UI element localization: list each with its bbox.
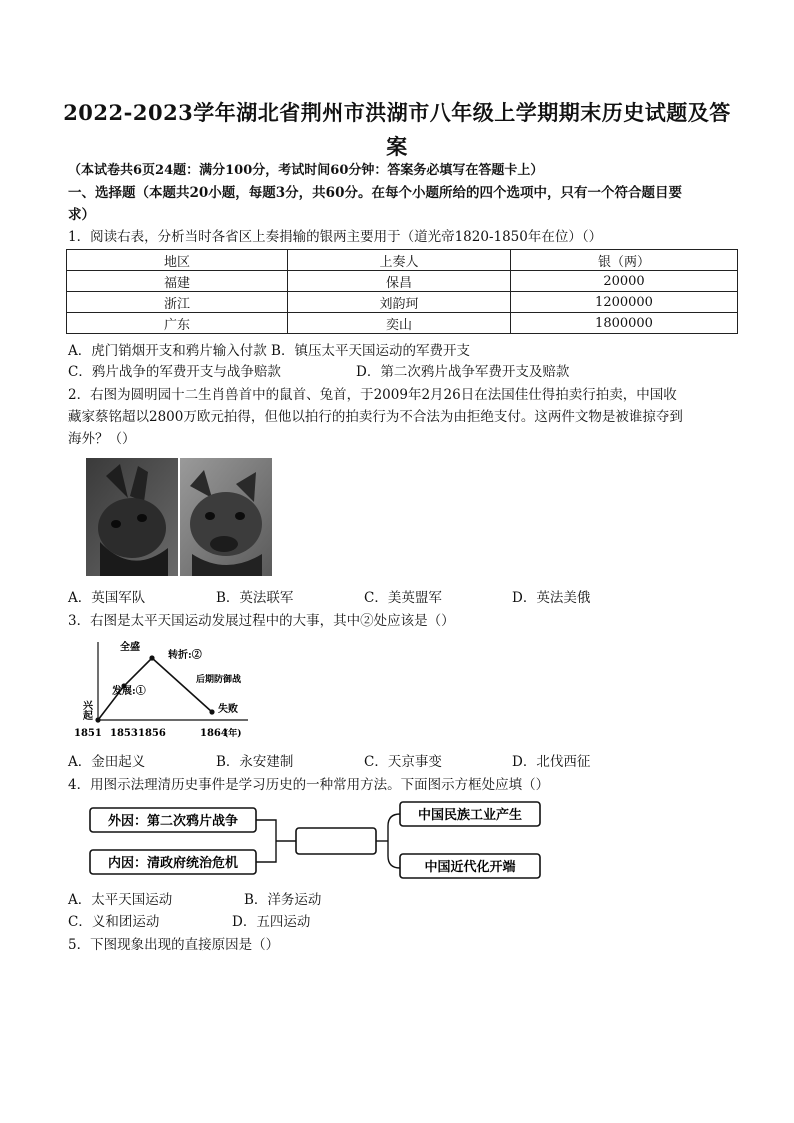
exam-note: （本试卷共6页24题：满分100分，考试时间60分钟：答案务必填写在答题卡上）	[68, 163, 544, 178]
chart-x-unit: (年)	[224, 729, 242, 739]
answer-blank-box	[296, 828, 376, 854]
q2-stem-line-3: 海外？（）	[68, 431, 136, 447]
chart-tick-label: 1856	[138, 728, 166, 739]
cause-bracket	[256, 820, 276, 862]
table-cell: 1200000	[511, 292, 738, 313]
q4-cause-effect-diagram	[88, 800, 548, 882]
section-heading-line-2: 求）	[68, 207, 95, 223]
table-header-cell: 地区	[67, 250, 288, 271]
q2-option-c: C．美英盟军	[364, 590, 442, 606]
q3-option-b: B．永安建制	[216, 754, 294, 770]
table-cell: 广东	[67, 313, 288, 334]
chart-label-develop: 发展:①	[112, 686, 146, 697]
table-cell: 20000	[511, 271, 738, 292]
table-row	[67, 313, 738, 334]
title-line-1: 2022-2023学年湖北省荆州市洪湖市八年级上学期期末历史试题及答	[63, 100, 731, 125]
result-text-2: 中国近代化开端	[424, 860, 516, 875]
title-line-2: 案	[386, 134, 408, 159]
q1-stem: 1．阅读右表，分析当时各省区上奏捐输的银两主要用于（道光帝1820-1850年在位）（）	[68, 229, 603, 245]
table-cell: 保昌	[288, 271, 511, 292]
q4-stem: 4．用图示法理清历史事件是学习历史的一种常用方法。下面图示方框处应填（）	[68, 777, 550, 793]
inner-cause-text: 内因：清政府统治危机	[107, 856, 239, 871]
page-title	[60, 96, 734, 164]
table-header-cell: 上奏人	[288, 250, 511, 271]
table-cell: 1800000	[511, 313, 738, 334]
q5-stem: 5．下图现象出现的直接原因是（）	[68, 937, 280, 953]
bronze-heads-photo	[86, 458, 272, 576]
taiping-timeline-chart	[72, 638, 252, 744]
q4-option-a: A．太平天国运动	[68, 892, 173, 908]
q4-option-c: C．义和团运动	[68, 914, 160, 930]
chart-label-turn: 转折:②	[168, 650, 202, 661]
table-cell: 福建	[67, 271, 288, 292]
chart-label-peak: 全盛	[120, 642, 140, 653]
outer-cause-text: 外因：第二次鸦片战争	[107, 814, 239, 829]
chart-point	[149, 655, 154, 660]
chart-tick-label: 1864	[200, 728, 228, 739]
q3-option-a: A．金田起义	[68, 754, 146, 770]
q3-option-d: D．北伐西征	[512, 754, 591, 770]
table-row	[67, 292, 738, 313]
table-header-cell: 银（两）	[511, 250, 738, 271]
table-cell: 刘韵珂	[288, 292, 511, 313]
q1-option-d: D．第二次鸦片战争军费开支及赔款	[356, 364, 570, 380]
chart-label-fail: 失败	[218, 704, 238, 715]
section-heading-line-1: 一、选择题（本题共20小题，每题3分，共60分。在每个小题所给的四个选项中，只有一个符合题目要	[68, 185, 682, 201]
q3-stem: 3．右图是太平天国运动发展过程中的大事，其中②处应该是（）	[68, 613, 455, 629]
q2-stem-line-1: 2．右图为圆明园十二生肖兽首中的鼠首、兔首，于2009年2月26日在法国佳仕得拍卖行拍卖，中国收	[68, 387, 677, 403]
q1-options-ab: A．虎门销烟开支和鸦片输入付款 B．镇压太平天国运动的军费开支	[68, 343, 470, 359]
q1-table	[66, 249, 738, 334]
chart-label-defense: 后期防御战	[196, 675, 242, 685]
chart-tick-label: 1851	[74, 728, 102, 739]
q2-option-a: A．英国军队	[68, 590, 146, 606]
chart-point	[95, 717, 100, 722]
q4-option-d: D．五四运动	[232, 914, 311, 930]
q2-option-d: D．英法美俄	[512, 590, 591, 606]
q4-option-b: B．洋务运动	[244, 892, 322, 908]
chart-label-start: 兴起	[80, 700, 92, 720]
result-text-1: 中国民族工业产生	[417, 808, 523, 823]
chart-point	[209, 709, 214, 714]
result-brace	[388, 814, 400, 868]
q2-stem-line-2: 藏家蔡铭超以2800万欧元拍得，但他以拍行的拍卖行为不合法为由拒绝支付。这两件文物是被谁掠夺到	[68, 409, 683, 425]
q3-option-c: C．天京事变	[364, 754, 442, 770]
table-row	[67, 271, 738, 292]
table-cell: 浙江	[67, 292, 288, 313]
table-header-row	[67, 250, 738, 271]
q2-option-b: B．英法联军	[216, 590, 294, 606]
q1-option-c: C．鸦片战争的军费开支与战争赔款	[68, 364, 281, 380]
chart-tick-label: 1853	[110, 728, 138, 739]
table-cell: 奕山	[288, 313, 511, 334]
